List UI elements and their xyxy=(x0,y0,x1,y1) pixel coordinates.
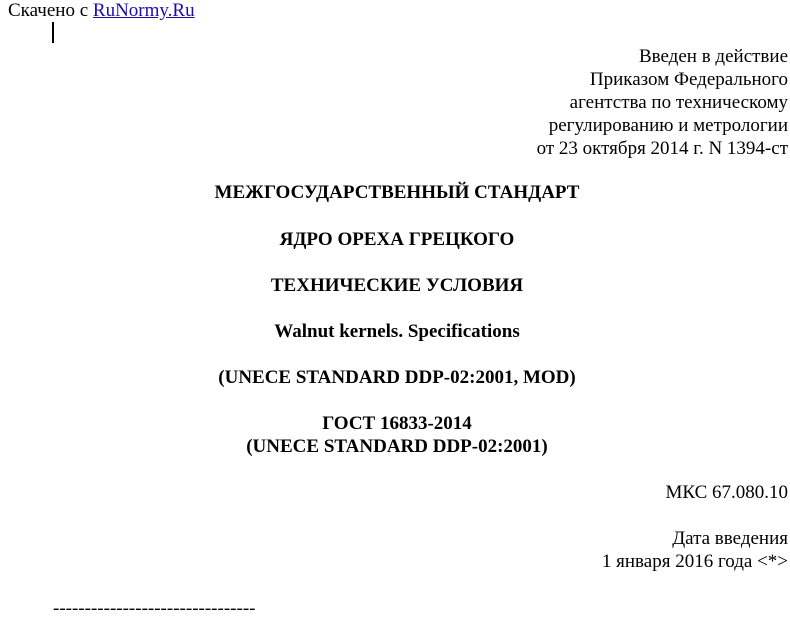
approval-line: Приказом Федерального xyxy=(589,69,788,90)
approval-line: от 23 октября 2014 г. N 1394-ст xyxy=(536,138,788,159)
text-cursor xyxy=(52,22,54,43)
source-prefix: Скачено с xyxy=(8,0,93,21)
document-title: ЯДРО ОРЕХА ГРЕЦКОГО xyxy=(279,229,515,250)
approval-line: Введен в действие xyxy=(638,46,788,67)
footnote-separator: -------------------------------- xyxy=(53,598,256,619)
english-title: Walnut kernels. Specifications xyxy=(274,321,520,342)
gost-basis: (UNECE STANDARD DDP-02:2001) xyxy=(246,436,548,457)
document-subtitle: ТЕХНИЧЕСКИЕ УСЛОВИЯ xyxy=(270,275,524,296)
approval-line: регулированию и метрологии xyxy=(548,115,788,136)
standard-type-heading: МЕЖГОСУДАРСТВЕННЫЙ СТАНДАРТ xyxy=(214,182,580,203)
standard-basis: (UNECE STANDARD DDP-02:2001, MOD) xyxy=(218,367,576,388)
source-line xyxy=(8,0,195,22)
gost-number: ГОСТ 16833-2014 xyxy=(322,413,472,434)
approval-block xyxy=(537,45,788,160)
approval-line: агентства по техническому xyxy=(569,92,788,113)
source-link[interactable]: RuNormy.Ru xyxy=(92,0,195,21)
mks-code: МКС 67.080.10 xyxy=(665,482,788,503)
intro-date-value: 1 января 2016 года <*> xyxy=(601,551,788,572)
intro-date-label: Дата введения xyxy=(672,528,788,549)
